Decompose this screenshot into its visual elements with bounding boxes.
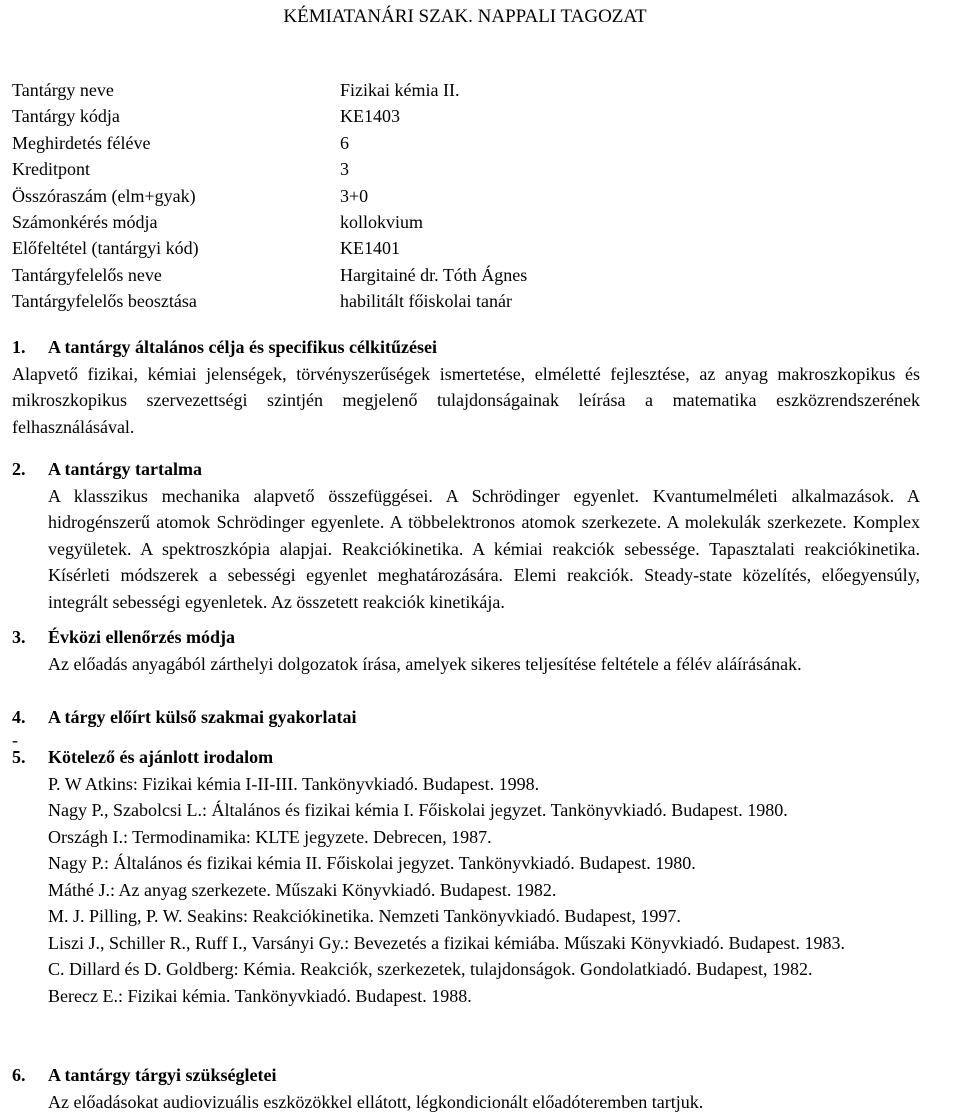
section-text: Alapvető fizikai, kémiai jelenségek, törvényszerűségek ismertetése, elméletté fejlesztése, az anyag makroszkopikus és mikroszkopikus szervezettségi szintjén megjelenő tulajdonságainak leírása a matematika eszközrendszerének felhasználásával. [12, 363, 920, 437]
reference-item: Berecz E.: Fizikai kémia. Tankönyvkiadó. Budapest. 1988. [48, 985, 472, 1006]
section-title: 1. A tantárgy általános célja és specifikus célkitűzései [12, 337, 437, 357]
info-key: Tantárgyfelelős beosztása [12, 291, 197, 312]
reference-item: Nagy P.: Általános és fizikai kémia II. Főiskolai jegyzet. Tankönyvkiadó. Budapest. 1980. [48, 853, 696, 873]
info-value: 6 [340, 132, 349, 153]
reference-item: M. J. Pilling, P. W. Seakins: Reakciókinetika. Nemzeti Tankönyvkiadó. Budapest, 1997. [48, 906, 681, 926]
info-value: KE1403 [340, 106, 400, 127]
reference-item: C. Dillard és D. Goldberg: Kémia. Reakciók, szerkezetek, tulajdonságok. Gondolatkiadó. Budapest, 1982. [48, 959, 813, 979]
info-value: Hargitainé dr. Tóth Ágnes [340, 264, 528, 285]
page-header: KÉMIATANÁRI SZAK. NAPPALI TAGOZAT [283, 6, 647, 27]
section-title: 5. Kötelező és ajánlott irodalom [12, 747, 274, 767]
section-text: A klasszikus mechanika alapvető összefüggései. A Schrödinger egyenlet. Kvantumelméleti alkalmazások. A hidrogénszerű atomok Schrödinger egyenlete. A többelektronos atomok szerkezete. A molekulák szerkezete. Komplex vegyületek. A spektroszkópia alapjai. Reakciókinetika. A kémiai reakciók sebessége. Tapasztalati reakciókinetika. Kísérleti módszerek a sebességi egyenlet meghatározására. Elemi reakciók. Steady-state közelítés, előegyensúly, integrált sebességi egyenletek. Az összetett reakciók kinetikája. [48, 485, 920, 612]
info-key: Számonkérés módja [12, 212, 158, 233]
reference-item: P. W Atkins: Fizikai kémia I-II-III. Tankönyvkiadó. Budapest. 1998. [48, 773, 540, 794]
section-text: - [12, 729, 18, 750]
info-value: 3+0 [340, 185, 369, 206]
info-key: Tantárgy neve [12, 80, 114, 100]
reference-item: Nagy P., Szabolcsi L.: Általános és fizikai kémia I. Főiskolai jegyzet. Tankönyvkiadó. Budapest. 1980. [48, 800, 788, 820]
section-text: Az előadás anyagából zárthelyi dolgozatok írása, amelyek sikeres teljesítése feltétele a félév aláírásának. [48, 653, 802, 674]
reference-item: Országh I.: Termodinamika: KLTE jegyzete. Debrecen, 1987. [48, 826, 492, 847]
info-value: KE1401 [340, 238, 400, 259]
reference-item: Liszi J., Schiller R., Ruff I., Varsányi Gy.: Bevezetés a fizikai kémiába. Műszaki Könyvkiadó. Budapest. 1983. [48, 932, 846, 953]
section-title: 3. Évközi ellenőrzés módja [12, 627, 235, 647]
section-literature [12, 744, 920, 1009]
info-value: Fizikai kémia II. [340, 80, 460, 100]
section-practice [12, 704, 920, 749]
table-row [12, 209, 527, 235]
table-row [12, 103, 527, 129]
section-goals [12, 334, 920, 440]
section-title: 2. A tantárgy tartalma [12, 459, 202, 479]
info-key: Előfeltétel (tantárgyi kód) [12, 238, 199, 259]
section-assessment [12, 624, 920, 677]
info-value: habilitált főiskolai tanár [340, 291, 512, 312]
section-text: Az előadásokat audiovizuális eszközökkel ellátott, légkondicionált előadóteremben tartjuk. [48, 1091, 704, 1112]
section-title: 6. A tantárgy tárgyi szükségletei [12, 1065, 277, 1085]
table-row [12, 288, 527, 314]
table-row [12, 183, 527, 209]
info-value: 3 [340, 159, 349, 180]
info-key: Összóraszám (elm+gyak) [12, 185, 196, 206]
reference-item: Máthé J.: Az anyag szerkezete. Műszaki Könyvkiadó. Budapest. 1982. [48, 879, 557, 900]
section-requirements [12, 1062, 920, 1115]
info-key: Tantárgyfelelős neve [12, 264, 162, 285]
section-title: 4. A tárgy előírt külső szakmai gyakorlatai [12, 707, 357, 727]
table-row [12, 235, 527, 261]
info-key: Meghirdetés féléve [12, 132, 151, 153]
table-row [12, 77, 527, 103]
table-row [12, 156, 527, 182]
section-content [12, 456, 920, 615]
table-row [12, 262, 527, 288]
table-row [12, 130, 527, 156]
info-key: Tantárgy kódja [12, 106, 120, 127]
info-key: Kreditpont [12, 159, 90, 180]
course-info-table [12, 77, 527, 315]
info-value: kollokvium [340, 212, 424, 233]
